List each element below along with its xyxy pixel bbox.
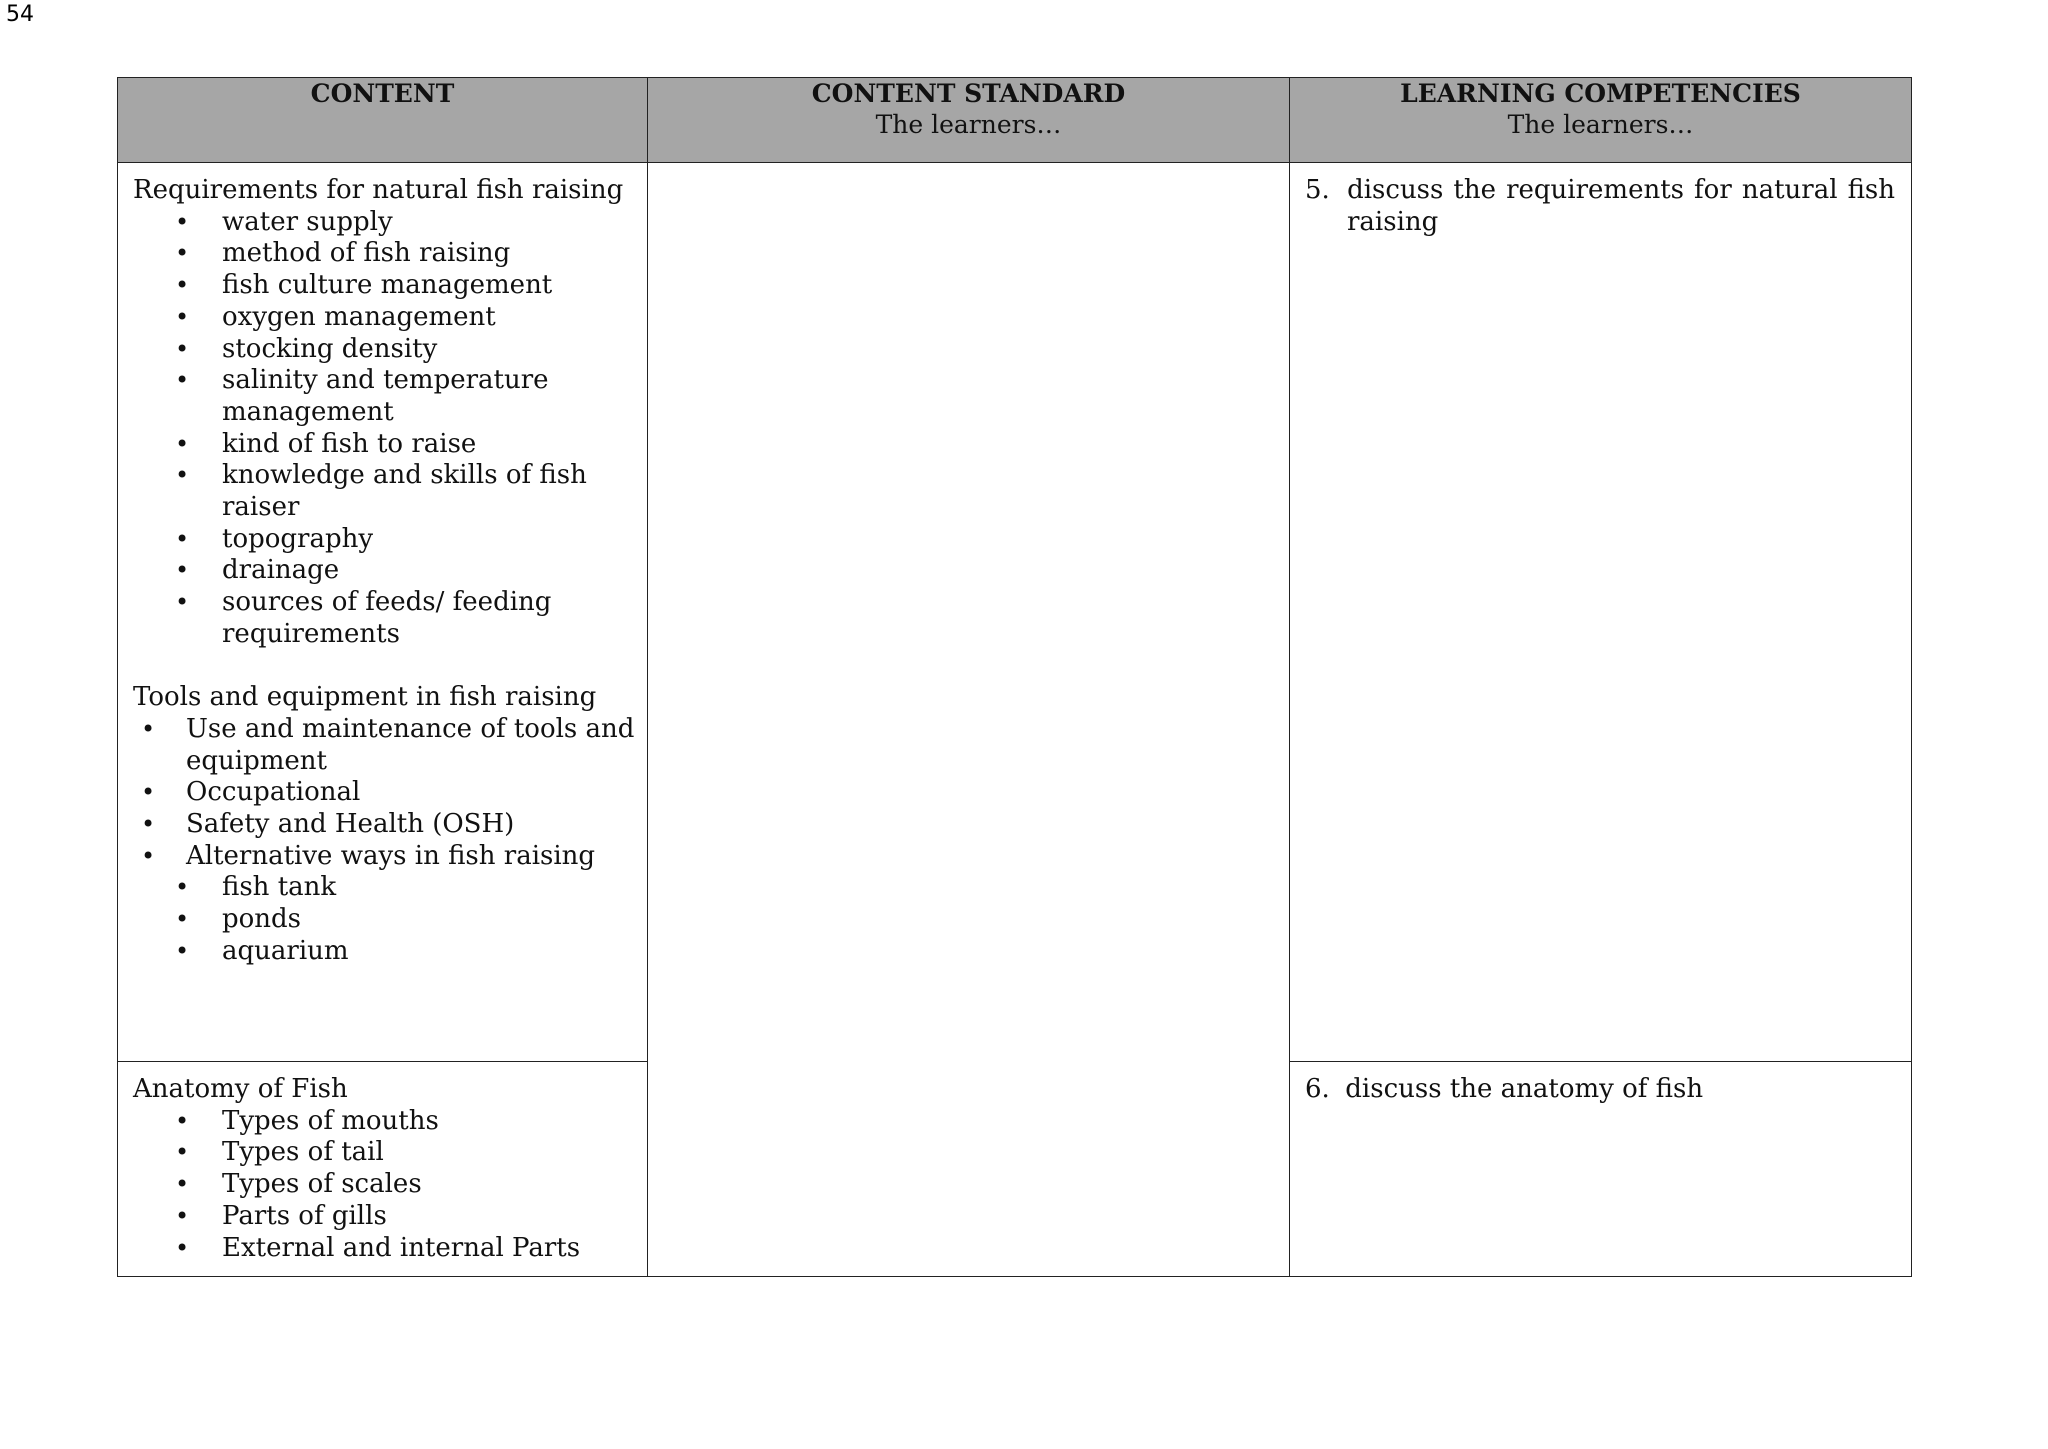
- header-row: [118, 78, 1912, 163]
- list-item: • Safety and Health (OSH): [186, 809, 637, 841]
- tools-list: [133, 714, 637, 873]
- list-item: • Alternative ways in fish raising: [186, 841, 637, 873]
- content-standard-header-title: CONTENT STANDARD: [811, 79, 1126, 108]
- content-cell-requirements: [118, 163, 648, 1062]
- list-item: • ponds: [222, 904, 637, 936]
- list-item: • drainage: [222, 555, 637, 587]
- section-heading-tools: Tools and equipment in fish raising: [133, 682, 597, 713]
- learning-competencies-header-subtitle: The learners…: [1507, 110, 1694, 139]
- curriculum-table: [117, 77, 1912, 1277]
- list-item: • topography: [222, 524, 637, 556]
- list-item: • sources of feeds/ feeding requirements: [222, 587, 637, 650]
- competency-text: discuss the anatomy of fish: [1345, 1074, 1704, 1104]
- list-item: • Occupational: [186, 777, 637, 809]
- list-item: • oxygen management: [222, 302, 637, 334]
- content-header-title: CONTENT: [310, 79, 455, 108]
- page-number: 54: [6, 2, 34, 27]
- list-item: • knowledge and skills of fish raiser: [222, 460, 637, 523]
- competency-text: discuss the requirements for natural fish raising: [1347, 175, 1896, 237]
- section-heading-requirements: Requirements for natural fish raising: [133, 175, 624, 205]
- content-cell-anatomy: [118, 1062, 648, 1277]
- list-item: • aquarium: [222, 936, 637, 968]
- list-item: • External and internal Parts: [222, 1233, 637, 1265]
- content-header: [118, 78, 648, 163]
- competency-number: 5.: [1305, 175, 1330, 205]
- learning-competencies-header-title: LEARNING COMPETENCIES: [1400, 79, 1801, 108]
- content-standard-header: [648, 78, 1290, 163]
- list-item: • fish tank: [222, 872, 637, 904]
- list-item: • salinity and temperature management: [222, 365, 637, 428]
- list-item: • stocking density: [222, 334, 637, 366]
- list-item: • kind of fish to raise: [222, 429, 637, 461]
- competency-item: [1305, 175, 1895, 238]
- competency-item: [1305, 1074, 1895, 1106]
- section-heading-anatomy: Anatomy of Fish: [133, 1074, 348, 1104]
- list-item: • method of fish raising: [222, 238, 637, 270]
- list-item: • Use and maintenance of tools and equipment: [186, 714, 637, 777]
- learning-competencies-header: [1290, 78, 1912, 163]
- anatomy-list: [133, 1106, 637, 1265]
- content-standard-cell: [648, 163, 1290, 1277]
- competency-cell-5: [1290, 163, 1912, 1062]
- requirements-list: [133, 207, 637, 651]
- alternative-ways-list: [133, 872, 637, 967]
- competency-number: 6.: [1305, 1074, 1330, 1104]
- list-item: • water supply: [222, 207, 637, 239]
- list-item: • Types of mouths: [222, 1106, 637, 1138]
- competency-cell-6: [1290, 1062, 1912, 1277]
- table-row: [118, 163, 1912, 1062]
- list-item: • fish culture management: [222, 270, 637, 302]
- content-standard-header-subtitle: The learners…: [875, 110, 1062, 139]
- list-item: • Parts of gills: [222, 1201, 637, 1233]
- list-item: • Types of tail: [222, 1137, 637, 1169]
- list-item: • Types of scales: [222, 1169, 637, 1201]
